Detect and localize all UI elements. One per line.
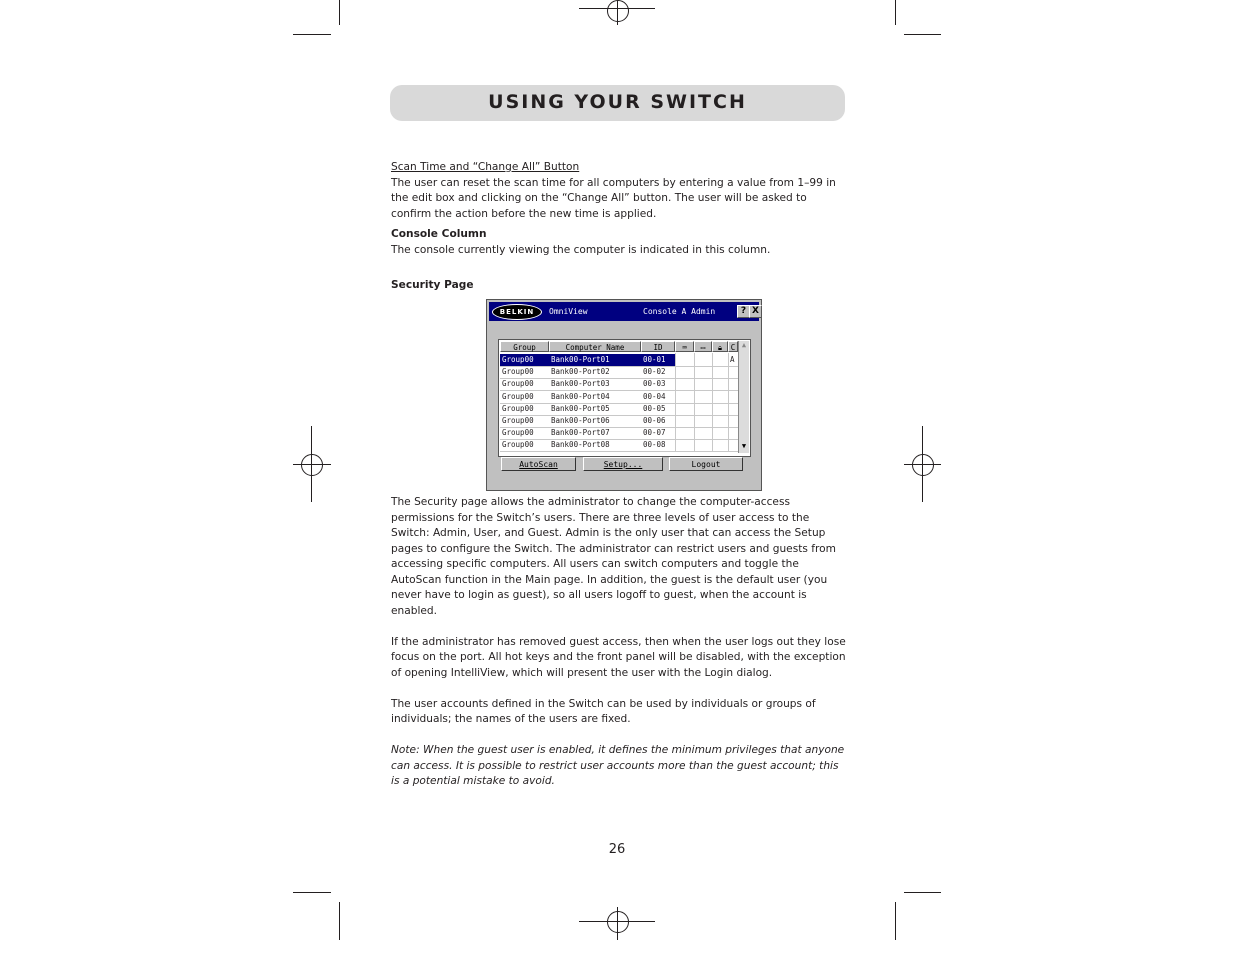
column-gridline <box>728 353 729 452</box>
omniview-screenshot <box>486 299 762 491</box>
close-button[interactable]: X <box>749 305 762 318</box>
table-cell-group[interactable]: Group00 <box>502 403 534 413</box>
security-paragraph-1: The Security page allows the administrator to change the computer-access permissions for the Switch’s users. There are three levels of user access to the Switch: Admin, User, and Guest. Admin is the only user that can access the Setup pages to configure the Switch. The administrator can restrict users and guests from accessing specific computers. All users can switch computers and toggle the AutoScan function in the Main page. In addition, the guest is the default user (you never have to login as guest), so all users logoff to guest, when the account is enabled. <box>391 496 836 617</box>
table-cell-name[interactable]: Bank00-Port02 <box>551 367 610 377</box>
row-gridline <box>500 403 738 404</box>
column-gridline <box>694 353 695 452</box>
col-group[interactable]: Group <box>500 341 549 352</box>
table-cell-id[interactable]: 00-08 <box>643 440 666 450</box>
scroll-down-icon[interactable]: ▼ <box>741 442 747 450</box>
security-paragraph-2: If the administrator has removed guest access, then when the user logs out they lose focus on the port. All hot keys and the front panel will be disabled, with the exception of opening IntelliView, which will present the user with the Login dialog. <box>391 635 846 679</box>
computer-list <box>498 339 751 457</box>
table-cell-id[interactable]: 00-01 <box>643 355 666 364</box>
scrollbar[interactable] <box>738 341 749 453</box>
table-cell-name[interactable]: Bank00-Port01 <box>551 355 610 364</box>
row-gridline <box>500 378 738 379</box>
console-label: Console A Admin <box>643 307 716 316</box>
console-section <box>391 227 847 258</box>
row-gridline <box>500 451 738 452</box>
table-cell-group[interactable]: Group00 <box>502 440 534 450</box>
row-gridline <box>500 415 738 416</box>
col-keyboard-icon[interactable]: ⌨ <box>675 341 694 352</box>
header-bar <box>390 85 845 121</box>
col-computer-name[interactable]: Computer Name <box>549 341 641 352</box>
table-cell-group[interactable]: Group00 <box>502 367 534 377</box>
col-console[interactable]: C <box>728 341 738 352</box>
console-heading: Console Column <box>391 228 487 240</box>
setup-button[interactable]: Setup... <box>583 457 663 471</box>
column-gridline <box>675 353 676 452</box>
table-cell-id[interactable]: 00-07 <box>643 428 666 438</box>
table-cell-group[interactable]: Group00 <box>502 355 534 364</box>
col-id[interactable]: ID <box>641 341 675 352</box>
column-gridline <box>712 353 713 452</box>
table-cell-id[interactable]: 00-02 <box>643 367 666 377</box>
belkin-logo: BELKIN <box>492 304 542 320</box>
table-cell-name[interactable]: Bank00-Port08 <box>551 440 610 450</box>
window-titlebar <box>489 302 759 321</box>
security-note: Note: When the guest user is enabled, it defines the minimum privileges that anyone can access. It is possible to restrict user accounts more than the guest account; this is a potential mistake to avoid. <box>391 744 845 787</box>
table-cell-name[interactable]: Bank00-Port06 <box>551 416 610 425</box>
table-cell-id[interactable]: 00-06 <box>643 416 666 425</box>
help-button[interactable]: ? <box>737 305 750 318</box>
page-number: 26 <box>608 842 626 857</box>
table-cell-console[interactable]: A <box>730 355 735 364</box>
scan-text: The user can reset the scan time for all computers by entering a value from 1–99 in the edit box and clicking on the “Change All” button. The user will be asked to confirm the action before the new time is applied. <box>391 176 836 220</box>
row-gridline <box>500 366 738 367</box>
table-cell-name[interactable]: Bank00-Port04 <box>551 391 610 401</box>
table-cell-id[interactable]: 00-05 <box>643 403 666 413</box>
table-cell-id[interactable]: 00-03 <box>643 379 666 389</box>
scan-section <box>391 160 847 222</box>
scan-heading: Scan Time and “Change All” Button <box>391 161 580 173</box>
table-cell-id[interactable]: 00-04 <box>643 391 666 401</box>
row-gridline <box>500 390 738 391</box>
security-section <box>391 495 847 790</box>
security-heading: Security Page <box>391 279 474 291</box>
table-cell-name[interactable]: Bank00-Port03 <box>551 379 610 389</box>
row-gridline <box>500 439 738 440</box>
security-paragraph-3: The user accounts defined in the Switch can be used by individuals or groups of individuals; the names of the users are fixed. <box>391 697 816 725</box>
scroll-up-icon[interactable]: ▲ <box>741 341 747 349</box>
app-name: OmniView <box>549 307 588 316</box>
autoscan-button[interactable]: AutoScan <box>501 457 576 471</box>
logout-button[interactable]: Logout <box>669 457 743 471</box>
table-cell-group[interactable]: Group00 <box>502 379 534 389</box>
table-cell-name[interactable]: Bank00-Port05 <box>551 403 610 413</box>
page-title: USING YOUR SWITCH <box>488 91 747 113</box>
table-cell-group[interactable]: Group00 <box>502 416 534 425</box>
console-text: The console currently viewing the computer is indicated in this column. <box>391 243 771 256</box>
table-cell-group[interactable]: Group00 <box>502 428 534 438</box>
table-cell-name[interactable]: Bank00-Port07 <box>551 428 610 438</box>
col-lock-icon[interactable]: 🔒︎ <box>712 341 728 352</box>
table-cell-group[interactable]: Group00 <box>502 391 534 401</box>
row-gridline <box>500 427 738 428</box>
security-heading-block <box>391 278 847 294</box>
col-monitor-icon[interactable]: ▭ <box>694 341 712 352</box>
